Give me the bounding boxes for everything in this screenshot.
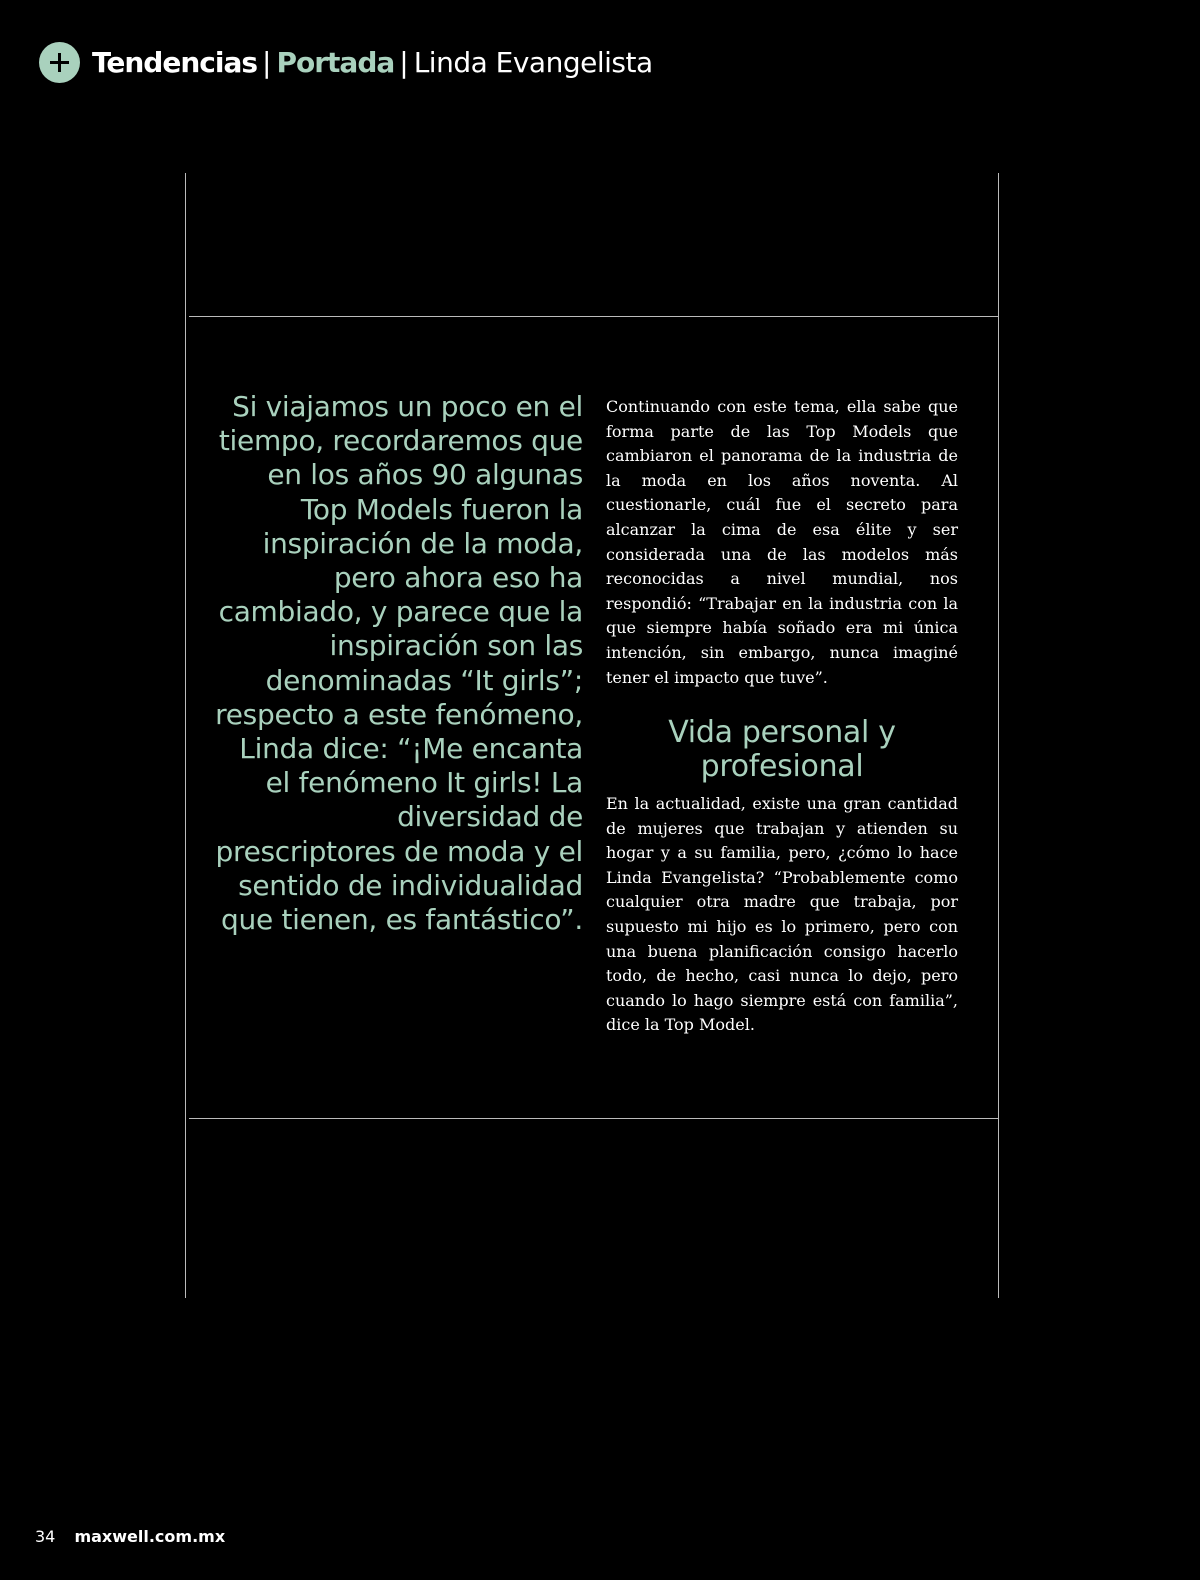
plus-circle-icon <box>39 42 80 83</box>
pull-quote: Si viajamos un poco en el tiempo, recordaremos que en los años 90 algunas Top Models fueron la inspiración de la moda, pero ahora eso ha cambiado, y parece que la inspiración son las denominadas “It girls”; respecto a este fenómeno, Linda dice: “¡Me encanta el fenómeno It girls! La diversidad de prescriptores de moda y el sentido de individualidad que tienen, es fantástico”. <box>215 390 583 937</box>
breadcrumb-subject: Linda Evangelista <box>413 45 653 79</box>
section-subheading: Vida personal y profesional <box>668 715 896 784</box>
frame-right-rule <box>998 173 999 1298</box>
frame-left-rule <box>185 173 186 1298</box>
site-link[interactable]: maxwell.com.mx <box>74 1527 226 1546</box>
breadcrumb-separator: | <box>262 45 272 79</box>
page-number: 34 <box>35 1527 56 1546</box>
page-footer <box>35 1527 225 1546</box>
breadcrumb-section[interactable]: Tendencias <box>92 45 258 79</box>
article-paragraph: Continuando con este tema, ella sabe que forma parte de las Top Models que cambiaron el panorama de la industria de la moda en los años noventa. Al cuestionarle, cuál fue el secreto para alcanzar la cima de esa élite y ser considerada una de las modelos más reconocidas a nivel mundial, nos respondió: “Trabajar en la industria con la que siempre había soñado era mi única intención, sin embargo, nunca imaginé tener el impacto que tuve”. <box>606 397 958 687</box>
breadcrumb <box>39 42 653 82</box>
frame-top-rule <box>189 316 999 317</box>
article-paragraph: En la actualidad, existe una gran cantidad de mujeres que trabajan y atienden su hogar y a su familia, pero, ¿cómo lo hace Linda Evangelista? “Probablemente como cualquier otra madre que trabaja, por supuesto mi hijo es lo primero, pero con una buena planificación consigo hacerlo todo, de hecho, casi nunca lo dejo, pero cuando lo hago siempre está con familia”, dice la Top Model. <box>606 794 958 1035</box>
breadcrumb-separator: | <box>399 45 409 79</box>
article-column-bottom <box>606 792 958 1038</box>
breadcrumb-category[interactable]: Portada <box>276 45 395 79</box>
article-column-top <box>606 395 958 690</box>
frame-bottom-rule <box>189 1118 999 1119</box>
